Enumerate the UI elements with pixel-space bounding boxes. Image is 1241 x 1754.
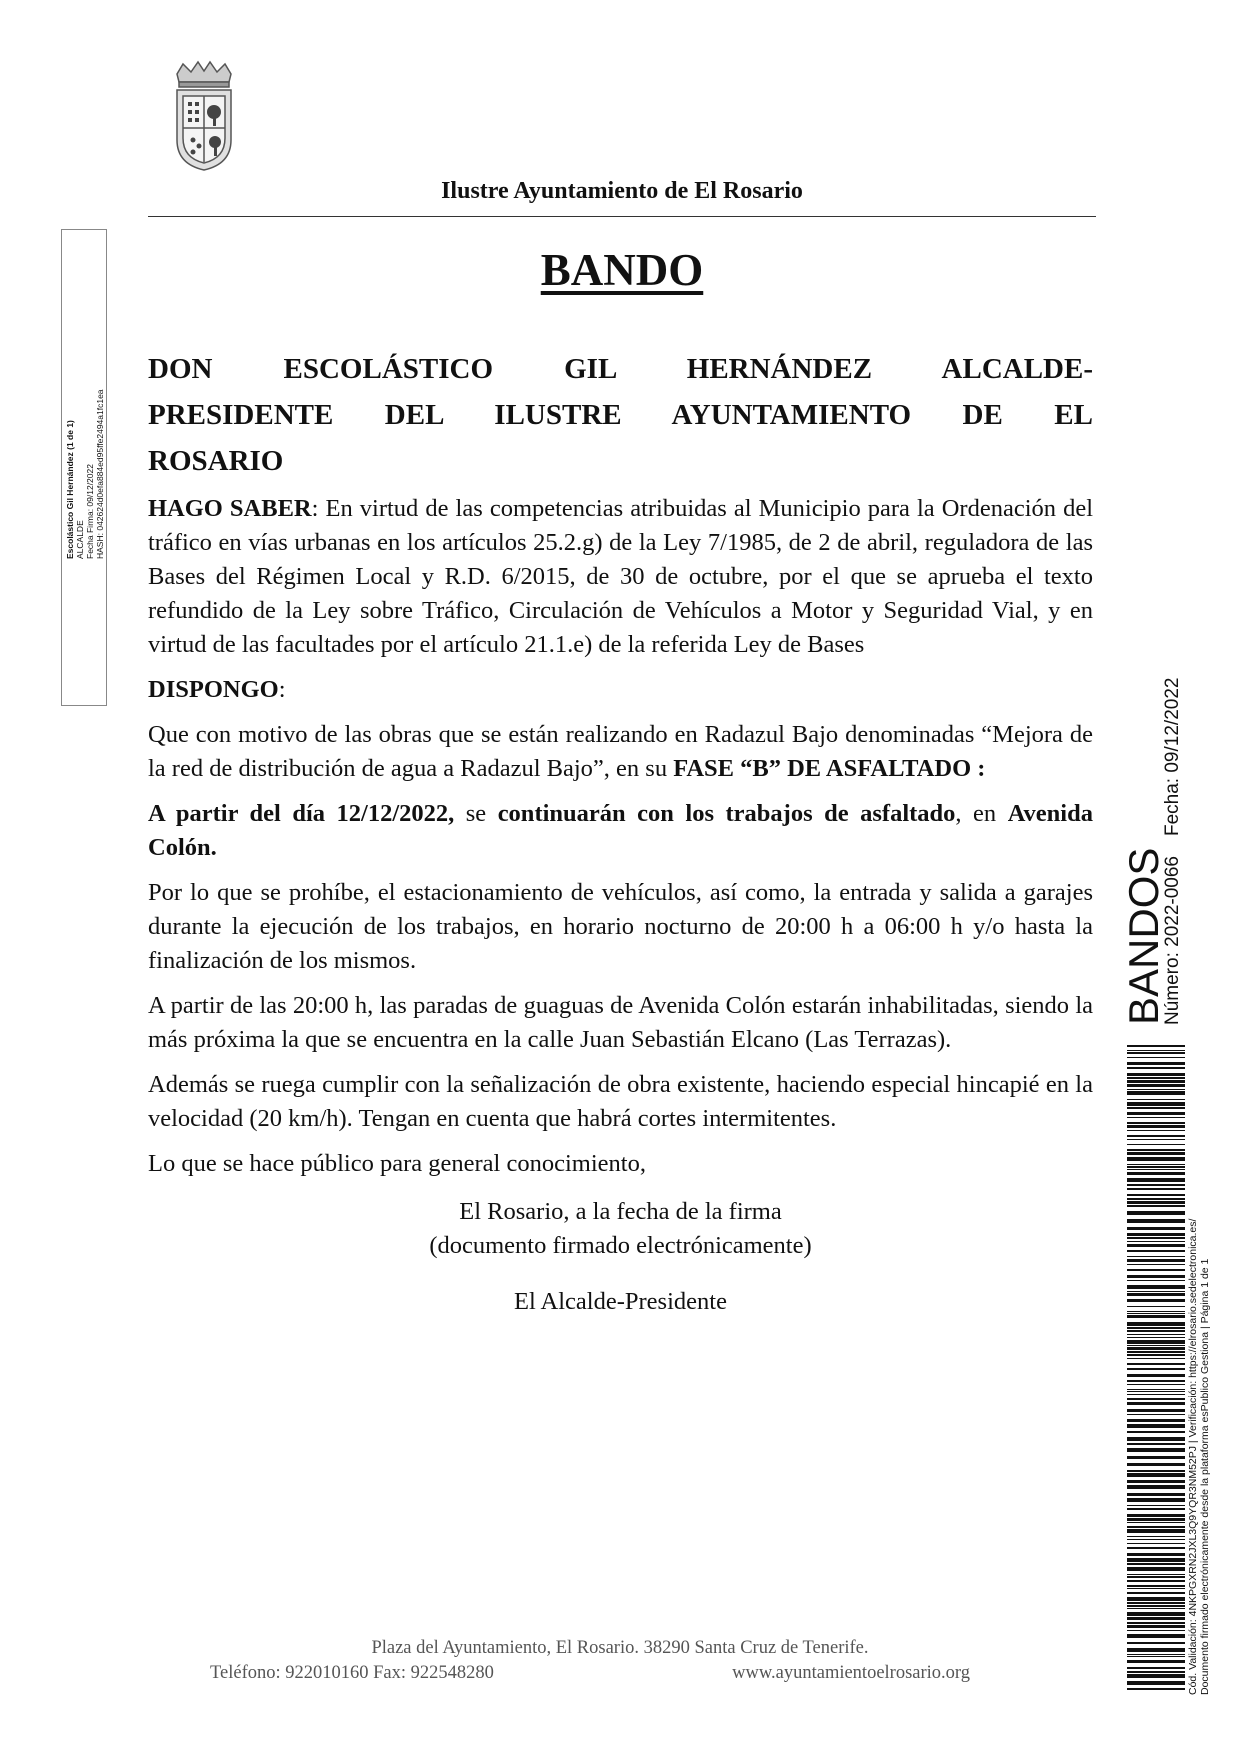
barcode-stripe: [1127, 1592, 1185, 1594]
barcode-stripe: [1127, 1201, 1185, 1204]
barcode-stripe: [1127, 1194, 1185, 1196]
senalizacion-paragraph: Además se ruega cumplir con la señalización de obra existente, haciendo especial hincapié en la velocidad (20 km/h). Tengan en cuenta que habrá cortes intermitentes.: [148, 1071, 1093, 1132]
barcode-stripe: [1127, 1368, 1185, 1370]
signature-box: [61, 229, 107, 706]
barcode-stripe: [1127, 1380, 1185, 1382]
barcode-stripe: [1127, 1050, 1185, 1051]
barcode-stripe: [1127, 1073, 1185, 1076]
barcode-stripe: [1127, 1424, 1185, 1428]
barcode-stripe: [1127, 1172, 1185, 1175]
barcode-stripe: [1127, 1351, 1185, 1353]
signature-block: [148, 1195, 1093, 1263]
barcode-stripe: [1127, 1654, 1185, 1655]
barcode-stripe: [1127, 1634, 1185, 1638]
barcode-stripe: [1127, 1493, 1185, 1496]
barcode-stripe: [1127, 1674, 1185, 1678]
dispongo-label: DISPONGO: [148, 676, 279, 703]
barcode-stripe: [1127, 1480, 1185, 1483]
fase-text: FASE “B” DE ASFALTADO :: [673, 755, 986, 782]
document-title: BANDO: [540, 245, 704, 295]
barcode-stripe: [1127, 1419, 1185, 1422]
barcode-stripe: [1127, 1597, 1185, 1601]
signer-name: Escolástico Gil Hernández (1 de 1): [65, 420, 75, 559]
barcode-stripe: [1127, 1667, 1185, 1669]
barcode-stripe: [1127, 1340, 1185, 1344]
barcode-stripe: [1127, 1588, 1185, 1589]
barcode-stripe: [1127, 1091, 1185, 1095]
barcode-stripe: [1127, 1518, 1185, 1521]
barcode-stripe: [1127, 1448, 1185, 1452]
footer-website[interactable]: www.ayuntamientoelrosario.org: [732, 1663, 970, 1683]
coat-of-arms-icon: [171, 60, 237, 172]
barcode-stripe: [1127, 1437, 1185, 1441]
barcode-stripe: [1127, 1681, 1185, 1685]
barcode-stripe: [1127, 1498, 1185, 1502]
barcode-stripe: [1127, 1330, 1185, 1332]
barcode-stripe: [1127, 1543, 1185, 1544]
barcode-stripe: [1127, 1306, 1185, 1307]
barcode-icon: [1127, 1045, 1185, 1693]
signed-note: (documento firmado electrónicamente): [429, 1232, 812, 1259]
barcode-stripe: [1127, 1256, 1185, 1257]
barcode-stripe: [1127, 1347, 1185, 1350]
barcode-stripe: [1127, 1080, 1185, 1083]
barcode-stripe: [1127, 1102, 1185, 1106]
barcode-stripe: [1127, 1327, 1185, 1329]
barcode-stripe: [1127, 1237, 1185, 1239]
barcode-stripe: [1127, 1077, 1185, 1079]
barcode-stripe: [1127, 1130, 1185, 1131]
guaguas-paragraph: A partir de las 20:00 h, las paradas de guaguas de Avenida Colón estarán inhabilitadas, siendo la más próxima la que se encuentra en la calle Juan Sebastián Elcano (Las Terrazas).: [148, 992, 1093, 1053]
conocimiento-paragraph: Lo que se hace público para general conocimiento,: [148, 1150, 646, 1177]
barcode-stripe: [1127, 1605, 1185, 1607]
barcode-stripe: [1127, 1233, 1185, 1236]
barcode-stripe: [1127, 1608, 1185, 1609]
barcode-stripe: [1127, 1345, 1185, 1346]
footer-phone-fax: Teléfono: 922010160 Fax: 922548280: [210, 1663, 494, 1683]
barcode-stripe: [1127, 1269, 1185, 1271]
barcode-stripe: [1127, 1522, 1185, 1523]
barcode-stripe: [1127, 1354, 1185, 1356]
hago-saber-paragraph: [148, 492, 1093, 662]
barcode-stripe: [1127, 1099, 1185, 1100]
prohibicion-paragraph: Por lo que se prohíbe, el estacionamiento de vehículos, así como, la entrada y salida a garajes durante la ejecución de los trabajos, en horario nocturno de 20:00 h a 06:00 h y/o hasta la finalización de los mismos.: [148, 879, 1093, 974]
document-body: [148, 346, 1093, 1330]
barcode-stripe: [1127, 1299, 1185, 1302]
barcode-stripe: [1127, 1089, 1185, 1090]
fecha-tail: , en: [955, 800, 1008, 827]
barcode-stripe: [1127, 1374, 1185, 1377]
barcode-stripe: [1127, 1275, 1185, 1278]
barcode-stripe: [1127, 1244, 1185, 1247]
barcode-stripe: [1127, 1398, 1185, 1400]
barcode-stripe: [1127, 1547, 1185, 1549]
signing-date: Fecha Firma: 09/12/2022: [85, 464, 95, 559]
barcode-stripe: [1127, 1563, 1185, 1565]
barcode-stripe: [1127, 1164, 1185, 1165]
barcode-stripe: [1127, 1144, 1185, 1145]
barcode-stripe: [1127, 1293, 1185, 1296]
barcode-stripe: [1127, 1414, 1185, 1415]
fecha-paragraph: [148, 797, 1093, 865]
footer: [210, 1636, 970, 1686]
barcode-stripe: [1127, 1558, 1185, 1562]
sidebar-number: Número: 2022-0066: [1162, 856, 1183, 1025]
dispongo-colon: :: [278, 676, 286, 703]
heading: DON ESCOLÁSTICO GIL HERNÁNDEZ ALCALDE-PRESIDENTE DEL ILUSTRE AYUNTAMIENTO DE EL ROSARIO: [148, 353, 1093, 477]
barcode-stripe: [1127, 1057, 1185, 1058]
barcode-stripe: [1127, 1617, 1185, 1620]
barcode-stripe: [1127, 1337, 1185, 1338]
barcode-stripe: [1127, 1198, 1185, 1200]
barcode-stripe: [1127, 1264, 1185, 1265]
barcode-stripe: [1127, 1205, 1185, 1207]
barcode-stripe: [1127, 1443, 1185, 1445]
barcode-stripe: [1127, 1456, 1185, 1459]
place-date: El Rosario, a la fecha de la firma: [459, 1198, 782, 1225]
header-divider: [148, 216, 1096, 217]
barcode-stripe: [1127, 1602, 1185, 1604]
barcode-stripe: [1127, 1241, 1185, 1242]
organization-title: Ilustre Ayuntamiento de El Rosario: [441, 178, 803, 204]
barcode-stripe: [1127, 1250, 1185, 1252]
barcode-stripe: [1127, 1358, 1185, 1359]
sidebar-platform: Documento firmado electrónicamente desde la plataforma esPublico Gestiona | Página 1 de 1: [1199, 1258, 1211, 1695]
barcode-stripe: [1127, 1219, 1185, 1223]
barcode-stripe: [1127, 1536, 1185, 1537]
barcode-stripe: [1127, 1389, 1185, 1390]
barcode-stripe: [1127, 1067, 1185, 1069]
barcode-stripe: [1127, 1526, 1185, 1528]
barcode-stripe: [1127, 1125, 1185, 1128]
barcode-stripe: [1127, 1391, 1185, 1392]
barcode-stripe: [1127, 1211, 1185, 1215]
barcode-stripe: [1127, 1280, 1185, 1281]
barcode-stripe: [1127, 1166, 1185, 1168]
barcode-stripe: [1127, 1671, 1185, 1673]
sidebar-date: Fecha: 09/12/2022: [1162, 677, 1183, 836]
continuaran-bold: continuarán con los trabajos de asfaltado: [497, 800, 956, 827]
barcode-stripe: [1127, 1363, 1185, 1365]
barcode-stripe: [1127, 1402, 1185, 1405]
barcode-stripe: [1127, 1660, 1185, 1663]
barcode-stripe: [1127, 1313, 1185, 1314]
signatory: El Alcalde-Presidente: [514, 1288, 727, 1315]
barcode-stripe: [1127, 1291, 1185, 1292]
barcode-stripe: [1127, 1122, 1185, 1124]
obras-text: Que con motivo de las obras que se están realizando en Radazul Bajo denominadas “Mejora de la red de distribución de agua a Radazul Bajo”, en su: [148, 721, 1093, 782]
barcode-stripe: [1127, 1062, 1185, 1065]
barcode-stripe: [1127, 1052, 1185, 1054]
barcode-stripe: [1127, 1648, 1185, 1652]
barcode-stripe: [1127, 1084, 1185, 1087]
barcode-stripe: [1127, 1409, 1185, 1412]
barcode-stripe: [1127, 1107, 1185, 1109]
barcode-stripe: [1127, 1473, 1185, 1477]
barcode-stripe: [1127, 1580, 1185, 1582]
barcode-stripe: [1127, 1157, 1185, 1161]
barcode-stripe: [1127, 1539, 1185, 1540]
barcode-stripe: [1127, 1470, 1185, 1472]
barcode-stripe: [1127, 1394, 1185, 1395]
signer-role: ALCALDE: [75, 520, 85, 559]
barcode-stripe: [1127, 1152, 1185, 1155]
footer-address: Plaza del Ayuntamiento, El Rosario. 38290 Santa Cruz de Tenerife.: [371, 1638, 869, 1658]
barcode-stripe: [1127, 1117, 1185, 1118]
barcode-stripe: [1127, 1585, 1185, 1587]
barcode-stripe: [1127, 1259, 1185, 1262]
barcode-stripe: [1127, 1688, 1185, 1690]
obras-paragraph: [148, 718, 1093, 786]
barcode-stripe: [1127, 1112, 1185, 1115]
barcode-stripe: [1127, 1135, 1185, 1137]
barcode-stripe: [1127, 1227, 1185, 1230]
barcode-stripe: [1127, 1612, 1185, 1616]
barcode-stripe: [1127, 1285, 1185, 1289]
barcode-stripe: [1127, 1149, 1185, 1151]
barcode-stripe: [1127, 1178, 1185, 1182]
sidebar-validation[interactable]: Cód. Validación: 4NKPGXRN2JXL3Q9YQR3NM52PJ | Verificación: https://elrosario.sedelectronica.es/: [1187, 1218, 1199, 1695]
barcode-stripe: [1127, 1508, 1185, 1510]
barcode-stripe: [1127, 1622, 1185, 1624]
fecha-mid: se: [454, 800, 498, 827]
barcode-stripe: [1127, 1384, 1185, 1385]
barcode-stripe: [1127, 1656, 1185, 1657]
barcode-stripe: [1127, 1334, 1185, 1335]
barcode-stripe: [1127, 1485, 1185, 1489]
barcode-stripe: [1127, 1139, 1185, 1140]
hago-saber-label: HAGO SABER: [148, 495, 312, 522]
barcode-stripe: [1127, 1630, 1185, 1631]
barcode-stripe: [1127, 1463, 1185, 1466]
barcode-stripe: [1127, 1553, 1185, 1556]
barcode-stripe: [1127, 1045, 1185, 1047]
barcode-stripe: [1127, 1431, 1185, 1433]
barcode-stripe: [1127, 1322, 1185, 1326]
hago-saber-text: : En virtud de las competencias atribuidas al Municipio para la Ordenación del tráfico en vías urbanas en los artículos 25.2.g) de la Ley 7/1985, de 2 de abril, reguladora de las Bases del Régimen Local y R.D. 6/2015, de 30 de octubre, por el que se aprueba el texto refundido de la Ley sobre Tráfico, Circulación de Vehículos a Motor y Seguridad Vial, y en virtud de las facultades por el artículo 21.1.e) de la referida Ley de Bases: [148, 495, 1093, 658]
sidebar-category: BANDOS: [1120, 847, 1167, 1025]
fecha-bold: A partir del día 12/12/2022,: [148, 800, 455, 827]
barcode-stripe: [1127, 1642, 1185, 1644]
barcode-stripe: [1127, 1574, 1185, 1575]
barcode-stripe: [1127, 1529, 1185, 1533]
barcode-stripe: [1127, 1315, 1185, 1318]
signature-hash: HASH: 042624d0efa884ed95ffe2494a1fc1ea: [95, 389, 105, 559]
barcode-stripe: [1127, 1188, 1185, 1190]
barcode-stripe: [1127, 1505, 1185, 1506]
avenida-bold: Avenida Colón.: [148, 800, 1093, 861]
barcode-stripe: [1127, 1567, 1185, 1571]
barcode-stripe: [1127, 1576, 1185, 1578]
dispongo-paragraph: [148, 673, 1093, 707]
barcode-stripe: [1127, 1184, 1185, 1186]
barcode-stripe: [1127, 1514, 1185, 1517]
barcode-stripe: [1127, 1625, 1185, 1628]
barcode-stripe: [1127, 1311, 1185, 1312]
barcode-stripe: [1127, 1169, 1185, 1170]
